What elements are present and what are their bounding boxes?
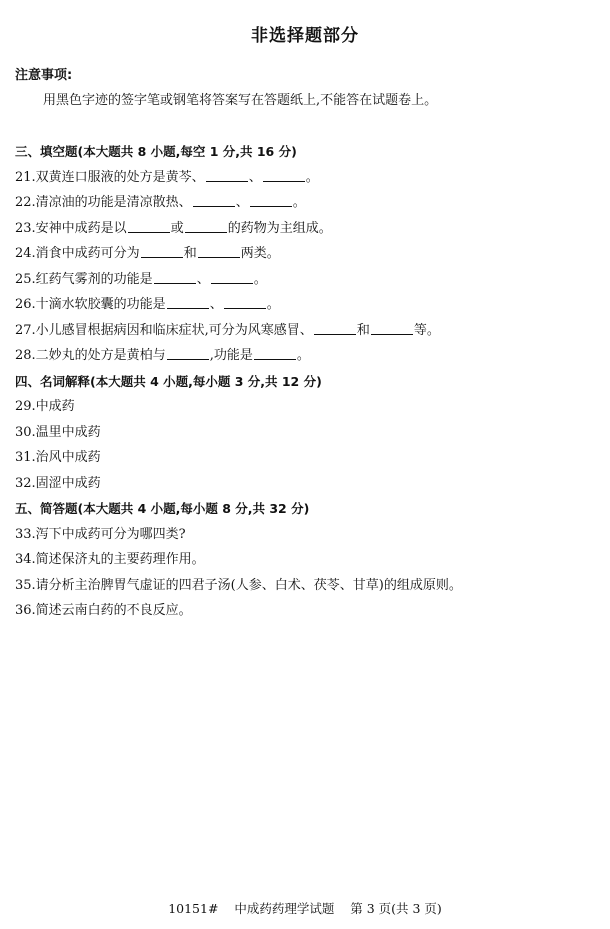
question-text: 或 <box>170 220 184 236</box>
question-text: 25.红药气雾剂的功能是 <box>15 271 153 287</box>
question-22 <box>15 190 600 216</box>
answer-blank <box>167 295 209 309</box>
answer-blank <box>314 321 356 335</box>
question-31: 31.治风中成药 <box>15 450 101 465</box>
question-30: 30.温里中成药 <box>15 424 101 440</box>
notice-text: 用黑色字迹的签字笔或钢笔将答案写在答题纸上,不能答在试题卷上。 <box>43 93 438 108</box>
answer-blank <box>185 219 227 233</box>
question-text: 和 <box>183 246 197 261</box>
question-34: 34.简述保济丸的主要药理作用。 <box>15 552 205 567</box>
question-26 <box>15 292 600 318</box>
answer-blank <box>211 270 253 284</box>
answer-blank <box>154 270 196 284</box>
answer-blank <box>167 346 209 360</box>
question-text: 。 <box>292 195 306 210</box>
question-text: 、 <box>209 297 223 312</box>
question-list <box>15 139 600 624</box>
question-text: 24.消食中成药可分为 <box>15 246 140 261</box>
question-27 <box>15 318 600 344</box>
question-29: 29.中成药 <box>15 399 75 414</box>
question-text: 。 <box>253 271 267 287</box>
answer-blank <box>224 295 266 309</box>
question-32: 32.固涩中成药 <box>15 475 101 491</box>
question-35: 35.请分析主治脾胃气虚证的四君子汤(人参、白术、茯苓、甘草)的组成原则。 <box>15 577 462 593</box>
question-text: 和 <box>356 322 370 338</box>
question-text: 23.安神中成药是以 <box>15 220 127 236</box>
answer-blank <box>198 244 240 258</box>
page-title: 非选择题部分 <box>251 26 359 46</box>
question-text: 21.双黄连口服液的处方是黄芩、 <box>15 169 205 185</box>
question-23 <box>15 216 600 242</box>
question-text: 、 <box>196 271 210 287</box>
question-28 <box>15 343 600 369</box>
question-36: 36.简述云南白药的不良反应。 <box>15 603 192 618</box>
section-3-heading: 三、填空题(本大题共 8 小题,每空 1 分,共 16 分) <box>15 144 297 159</box>
answer-blank <box>141 244 183 258</box>
question-text: 。 <box>305 169 319 185</box>
question-text: 。 <box>296 348 310 363</box>
answer-blank <box>263 168 305 182</box>
answer-blank <box>193 193 235 207</box>
question-25 <box>15 267 600 293</box>
answer-blank <box>371 321 413 335</box>
question-text: 。 <box>266 297 280 312</box>
notice-heading: 注意事项: <box>15 68 73 83</box>
question-text: 等。 <box>413 322 440 338</box>
section-4-heading: 四、名词解释(本大题共 4 小题,每小题 3 分,共 12 分) <box>15 373 322 389</box>
question-text: 、 <box>248 169 262 185</box>
question-text: 28.二妙丸的处方是黄柏与 <box>15 348 166 363</box>
section-5-heading: 五、简答题(本大题共 4 小题,每小题 8 分,共 32 分) <box>15 501 310 516</box>
question-33: 33.泻下中成药可分为哪四类? <box>15 526 186 542</box>
question-24 <box>15 241 600 267</box>
question-text: 两类。 <box>240 246 280 261</box>
question-text: 22.清凉油的功能是清凉散热、 <box>15 195 192 210</box>
question-text: 26.十滴水软胶囊的功能是 <box>15 297 166 312</box>
question-text: ,功能是 <box>209 348 253 363</box>
answer-blank <box>254 346 296 360</box>
question-text: 的药物为主组成。 <box>227 220 332 236</box>
question-text: 27.小儿感冒根据病因和临床症状,可分为风寒感冒、 <box>15 322 313 338</box>
answer-blank <box>250 193 292 207</box>
page-footer: 10151# 中成药药理学试题 第 3 页(共 3 页) <box>168 901 442 916</box>
answer-blank <box>128 219 170 233</box>
answer-blank <box>206 168 248 182</box>
question-21 <box>15 165 600 191</box>
question-text: 、 <box>235 195 249 210</box>
